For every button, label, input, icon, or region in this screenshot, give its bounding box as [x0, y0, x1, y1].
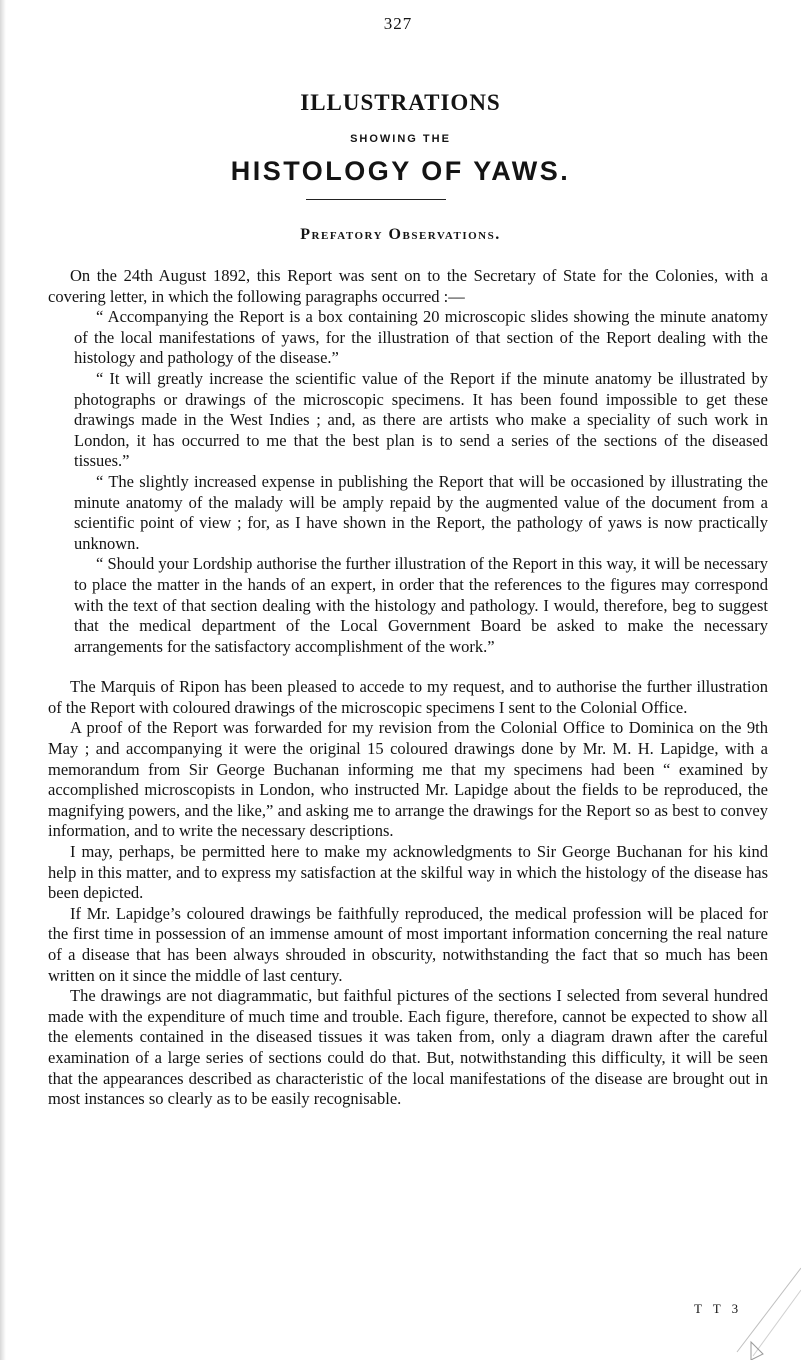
paragraph: The Marquis of Ripon has been pleased to accede to my request, and to authorise the further illustration of the Report with coloured drawings of the microscopic specimens I sent to the Colonial Office. [48, 677, 768, 717]
quoted-paragraph: “ Accompanying the Report is a box containing 20 microscopic slides showing the minute anatomy of the local manifestations of yaws, for the illustration of that section of the Report dealing with the histology and pathology of the disease.” [74, 307, 768, 368]
title-divider [306, 199, 446, 200]
paragraph: I may, perhaps, be permitted here to make my acknowledgments to Sir George Buchanan for his kind help in this matter, and to express my satisfaction at the skilful way in which the histology of the disease has been depicted. [48, 842, 768, 903]
paragraph: A proof of the Report was forwarded for my revision from the Colonial Office to Dominica on the 9th May ; and accompanying it were the original 15 coloured drawings done by Mr. M. H. Lapidge, with a memorandum from Sir George Buchanan informing me that my specimens had been “ examined by accomplished microscopists in London, who instructed Mr. Lapidge about the fields to be reproduced, the magnifying powers, and the like,” and asking me to arrange the drawings for the Report so as best to convey information, and to write the necessary descriptions. [48, 718, 768, 841]
quoted-paragraph: “ Should your Lordship authorise the further illustration of the Report in this way, it will be necessary to place the matter in the hands of an expert, in order that the references to the figures may correspond with the text of that section dealing with the histology and pathology. I would, therefore, beg to suggest that the medical department of the Local Government Board be asked to make the necessary arrangements for the satisfactory accomplishment of the work.” [74, 554, 768, 656]
main-heading: HISTOLOGY OF YAWS. [230, 156, 571, 186]
binding-edge [0, 0, 6, 1360]
document-subtitle: SHOWING THE [350, 133, 451, 145]
paragraph: The drawings are not diagrammatic, but faithful pictures of the sections I selected from several hundred made with the expenditure of much time and trouble. Each figure, therefore, cannot be expected to show all the elements contained in the diseased tissues it was taken from, only a diagram drawn after the careful examination of a large series of sections could do that. But, notwithstanding this difficulty, it will be seen that the appearances described as characteristic of the local manifestations of the disease are brought out in most instances so clearly as to be easily recognisable. [48, 986, 768, 1109]
paragraph: On the 24th August 1892, this Report was sent on to the Secretary of State for the Colonies, with a covering letter, in which the following paragraphs occurred :— [48, 266, 768, 306]
section-heading: Prefatory Observations. [300, 226, 501, 243]
paragraph: If Mr. Lapidge’s coloured drawings be faithfully reproduced, the medical profession will be placed for the first time in possession of an immense amount of most important information concerning the real nature of a disease that has been always shrouded in obscurity, notwithstanding the fact that so much has been written on it since the middle of last century. [48, 903, 768, 985]
page-number: 327 [383, 14, 413, 33]
page-corner-fold [731, 1260, 801, 1360]
document-title: ILLUSTRATIONS [300, 90, 501, 115]
quoted-paragraph: “ It will greatly increase the scientific value of the Report if the minute anatomy be illustrated by photographs or drawings of the microscopic specimens. It has been found impossible to get these drawings made in the West Indies ; and, as there are artists who make a speciality of such work in London, it has occurred to me that the best plan is to send a series of the sections of the diseased tissues.” [74, 368, 768, 471]
quoted-paragraph: “ The slightly increased expense in publishing the Report that will be occasioned by illustrating the minute anatomy of the malady will be amply repaid by the augmented value of the document from a scientific point of view ; for, as I have shown in the Report, the pathology of yaws is now practically unknown. [74, 471, 768, 553]
body-text [48, 266, 768, 1110]
signature-mark: T T 3 [694, 1301, 743, 1316]
